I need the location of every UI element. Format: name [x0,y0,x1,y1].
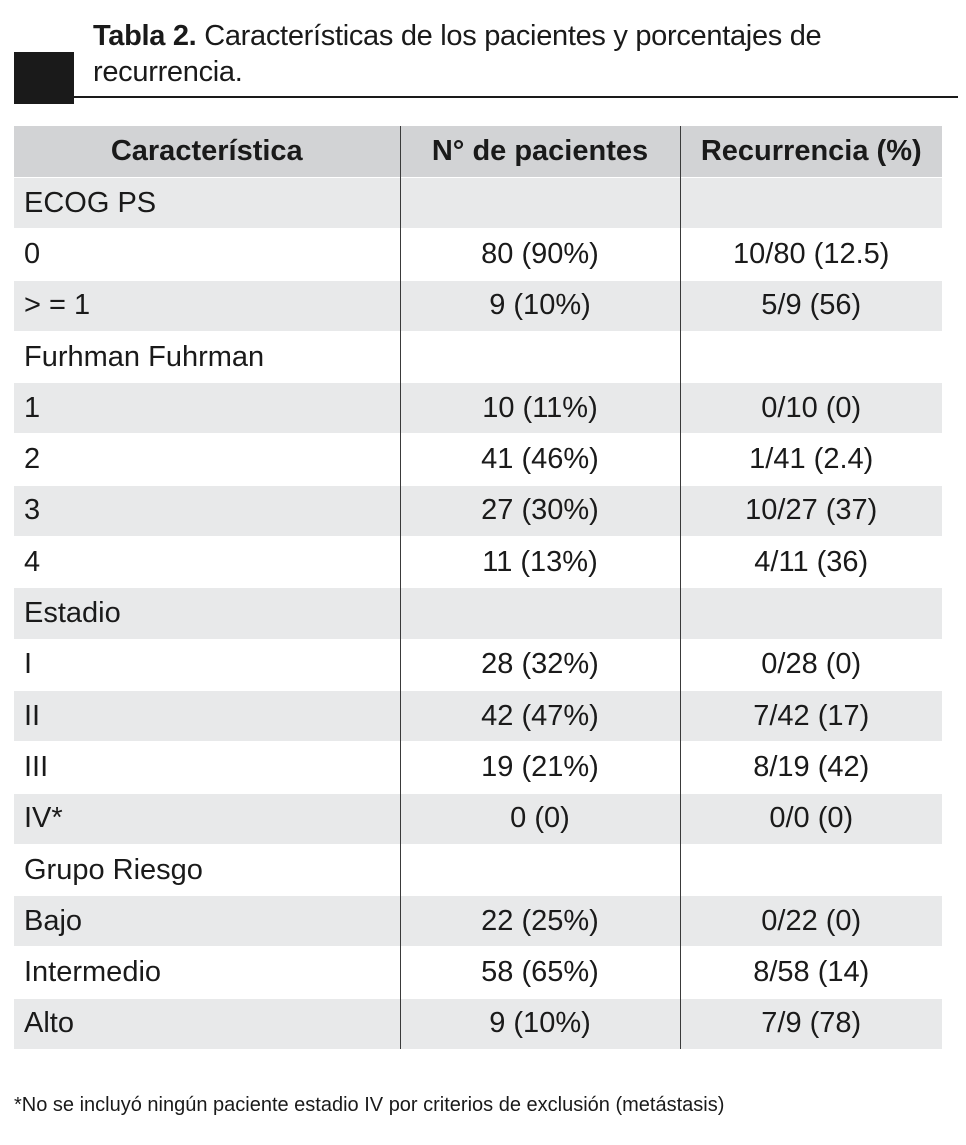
cell-characteristic: ECOG PS [14,178,400,229]
cell-recurrence: 0/10 (0) [680,383,942,434]
caption-divider [74,96,958,98]
cell-patients [400,178,680,229]
cell-characteristic: Alto [14,998,400,1049]
table-row [14,383,942,434]
table-row [14,331,942,382]
cell-characteristic: > = 1 [14,280,400,331]
caption-marker-block [14,52,74,104]
table-row [14,844,942,895]
cell-patients: 42 (47%) [400,690,680,741]
header-recurrence: Recurrencia (%) [680,126,942,178]
cell-patients: 11 (13%) [400,537,680,588]
cell-recurrence: 4/11 (36) [680,537,942,588]
table-row [14,896,942,947]
cell-recurrence: 0/22 (0) [680,896,942,947]
cell-patients: 9 (10%) [400,998,680,1049]
cell-characteristic: Grupo Riesgo [14,844,400,895]
table-row [14,742,942,793]
cell-patients [400,588,680,639]
cell-patients [400,844,680,895]
cell-recurrence: 7/9 (78) [680,998,942,1049]
cell-patients [400,331,680,382]
cell-characteristic: II [14,690,400,741]
cell-recurrence: 1/41 (2.4) [680,434,942,485]
caption-text: Características de los pacientes y porcentajes de recurrencia. [93,20,822,88]
table-header-row [14,126,942,178]
table-row [14,485,942,536]
cell-characteristic: III [14,742,400,793]
table-row [14,178,942,229]
cell-characteristic: 4 [14,537,400,588]
cell-characteristic: Estadio [14,588,400,639]
cell-patients: 80 (90%) [400,229,680,280]
cell-characteristic: Furhman Fuhrman [14,331,400,382]
cell-patients: 58 (65%) [400,947,680,998]
cell-characteristic: 0 [14,229,400,280]
cell-recurrence [680,844,942,895]
table-row [14,947,942,998]
cell-characteristic: I [14,639,400,690]
cell-patients: 9 (10%) [400,280,680,331]
header-patients: N° de pacientes [400,126,680,178]
cell-recurrence [680,331,942,382]
cell-recurrence: 7/42 (17) [680,690,942,741]
cell-characteristic: 3 [14,485,400,536]
cell-patients: 41 (46%) [400,434,680,485]
table-row [14,588,942,639]
cell-recurrence: 0/28 (0) [680,639,942,690]
table-row [14,229,942,280]
table-row [14,690,942,741]
cell-recurrence: 0/0 (0) [680,793,942,844]
table-caption [93,18,953,90]
cell-recurrence: 8/19 (42) [680,742,942,793]
table-row [14,998,942,1049]
cell-characteristic: Intermedio [14,947,400,998]
cell-patients: 27 (30%) [400,485,680,536]
patient-characteristics-table [14,126,942,1049]
cell-recurrence: 10/80 (12.5) [680,229,942,280]
cell-patients: 19 (21%) [400,742,680,793]
cell-patients: 0 (0) [400,793,680,844]
table-row [14,434,942,485]
cell-patients: 22 (25%) [400,896,680,947]
cell-recurrence: 8/58 (14) [680,947,942,998]
cell-characteristic: 2 [14,434,400,485]
cell-patients: 10 (11%) [400,383,680,434]
caption-label: Tabla 2. [93,20,197,52]
cell-characteristic: IV* [14,793,400,844]
table-row [14,639,942,690]
cell-characteristic: 1 [14,383,400,434]
table-footnote: *No se incluyó ningún paciente estadio IV por criterios de exclusión (metástasis) [14,1094,725,1116]
cell-recurrence [680,178,942,229]
cell-characteristic: Bajo [14,896,400,947]
header-characteristic: Característica [14,126,400,178]
table-row [14,280,942,331]
cell-recurrence: 10/27 (37) [680,485,942,536]
table-row [14,537,942,588]
cell-recurrence: 5/9 (56) [680,280,942,331]
cell-recurrence [680,588,942,639]
cell-patients: 28 (32%) [400,639,680,690]
table-row [14,793,942,844]
